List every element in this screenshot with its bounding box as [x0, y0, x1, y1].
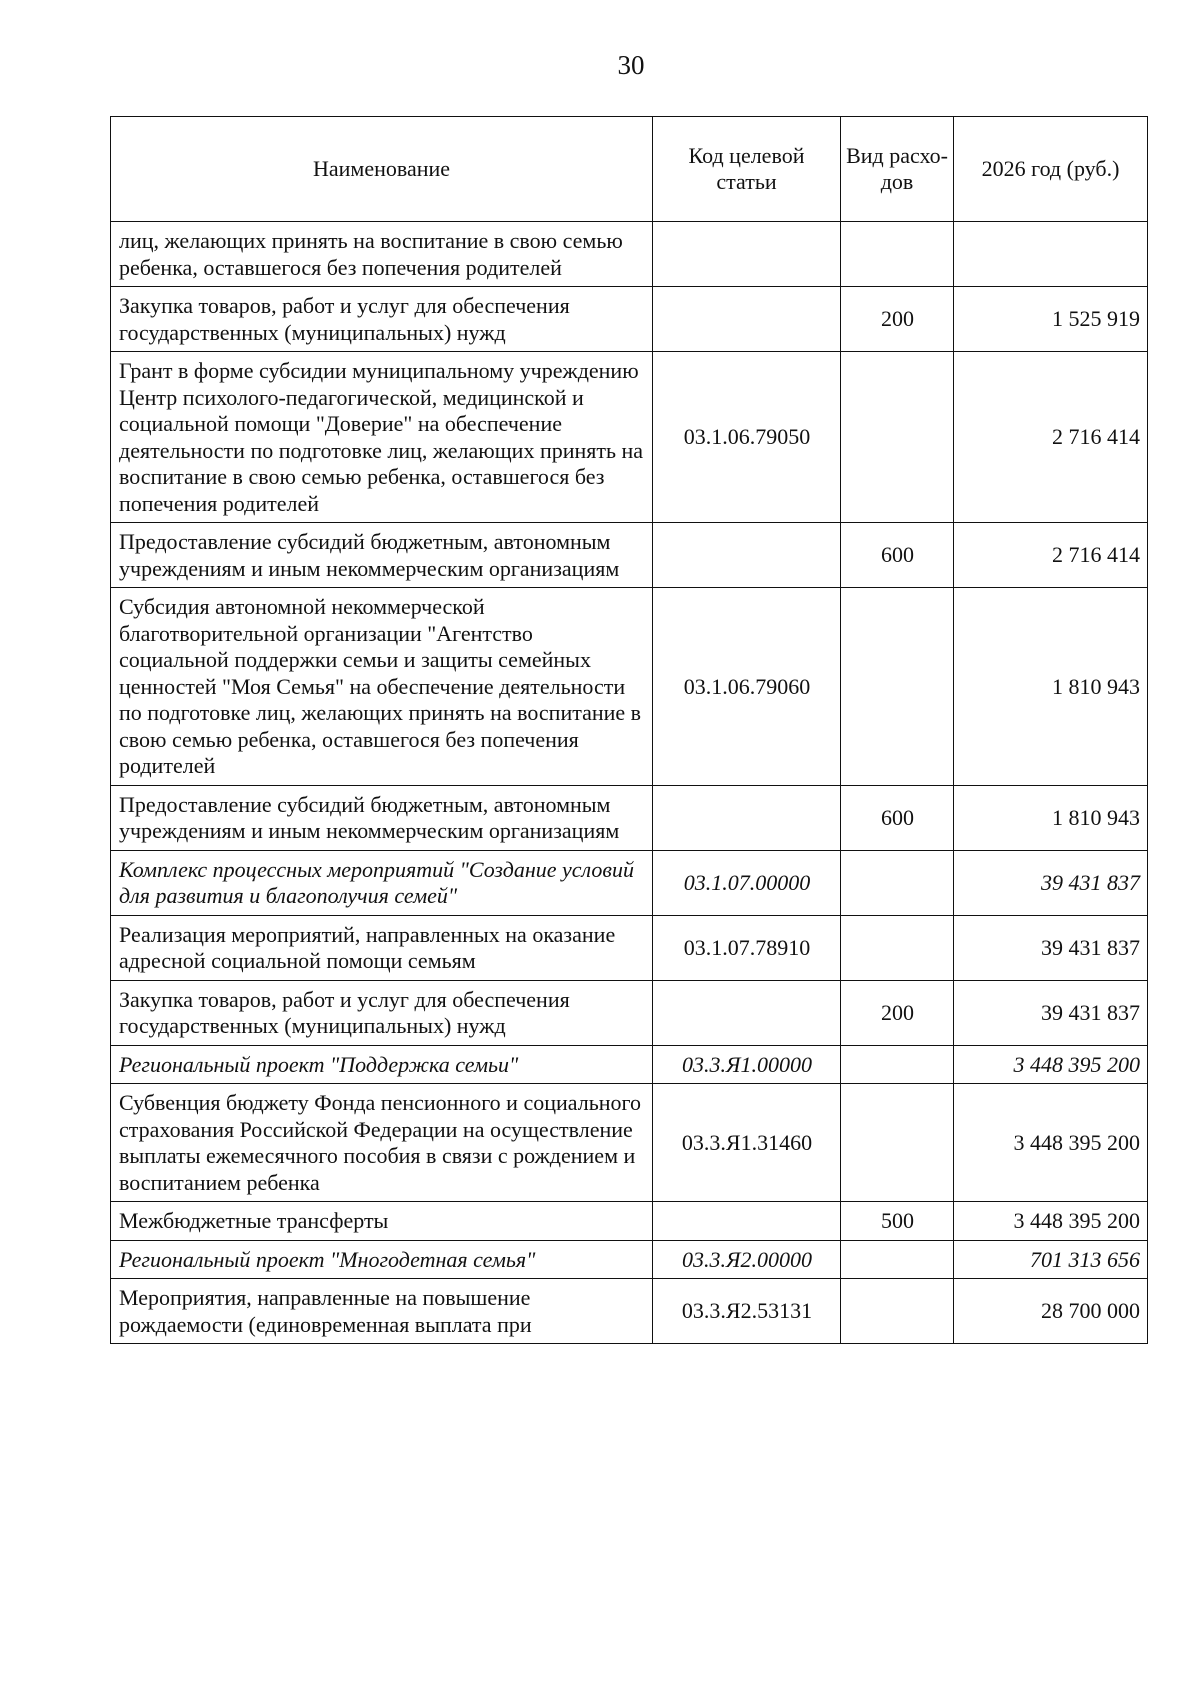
cell-kind	[841, 915, 954, 980]
cell-code	[653, 523, 841, 588]
cell-code: 03.1.06.79060	[653, 588, 841, 786]
cell-name: Предоставление субсидий бюджетным, автономным учреждениям и иным некоммерческим организациям	[111, 785, 653, 850]
table-body	[111, 222, 1148, 1344]
cell-code: 03.3.Я1.00000	[653, 1045, 841, 1084]
table-row	[111, 785, 1148, 850]
cell-code: 03.3.Я2.00000	[653, 1240, 841, 1279]
budget-table	[110, 116, 1148, 1344]
cell-name: Закупка товаров, работ и услуг для обеспечения государственных (муниципальных) нужд	[111, 287, 653, 352]
cell-name: Региональный проект "Поддержка семьи"	[111, 1045, 653, 1084]
table-row	[111, 1084, 1148, 1202]
cell-code: 03.1.06.79050	[653, 352, 841, 523]
cell-name: Реализация мероприятий, направленных на оказание адресной социальной помощи семьям	[111, 915, 653, 980]
table-row	[111, 588, 1148, 786]
header-code: Код целевой статьи	[653, 117, 841, 222]
cell-sum: 39 431 837	[954, 915, 1148, 980]
cell-sum	[954, 222, 1148, 287]
cell-sum: 3 448 395 200	[954, 1045, 1148, 1084]
cell-sum: 1 810 943	[954, 785, 1148, 850]
cell-kind: 600	[841, 523, 954, 588]
table-row	[111, 980, 1148, 1045]
table-row	[111, 523, 1148, 588]
cell-kind: 200	[841, 287, 954, 352]
cell-code	[653, 222, 841, 287]
cell-kind	[841, 1279, 954, 1344]
table-row	[111, 1240, 1148, 1279]
cell-sum: 3 448 395 200	[954, 1084, 1148, 1202]
cell-code	[653, 980, 841, 1045]
cell-kind	[841, 1084, 954, 1202]
cell-name: Межбюджетные трансферты	[111, 1202, 653, 1241]
cell-name: Грант в форме субсидии муниципальному учреждению Центр психолого-педагогической, медицинской и социальной помощи "Доверие" на обеспечение деятельности по подготовке лиц, желающих принять на воспитание в свою семью ребенка, оставшегося без попечения родителей	[111, 352, 653, 523]
cell-code	[653, 287, 841, 352]
cell-sum: 2 716 414	[954, 523, 1148, 588]
cell-code: 03.3.Я2.53131	[653, 1279, 841, 1344]
cell-name: Субсидия автономной некоммерческой благотворительной организации "Агентство социальной поддержки семьи и защиты семейных ценностей "Моя Семья" на обеспечение деятельности по подготовке лиц, желающих принять на воспитание в свою семью ребенка, оставшегося без попечения родителей	[111, 588, 653, 786]
header-name: Наименование	[111, 117, 653, 222]
table-row	[111, 222, 1148, 287]
table-row	[111, 1279, 1148, 1344]
page-number: 30	[617, 50, 645, 80]
cell-kind	[841, 352, 954, 523]
cell-name: лиц, желающих принять на воспитание в свою семью ребенка, оставшегося без попечения родителей	[111, 222, 653, 287]
cell-code	[653, 785, 841, 850]
cell-sum: 39 431 837	[954, 850, 1148, 915]
cell-sum: 1 810 943	[954, 588, 1148, 786]
cell-code: 03.1.07.78910	[653, 915, 841, 980]
cell-sum: 1 525 919	[954, 287, 1148, 352]
cell-name: Мероприятия, направленные на повышение рождаемости (единовременная выплата при	[111, 1279, 653, 1344]
cell-kind	[841, 1240, 954, 1279]
table-row	[111, 1202, 1148, 1241]
cell-code: 03.1.07.00000	[653, 850, 841, 915]
table-row	[111, 850, 1148, 915]
header-sum: 2026 год (руб.)	[954, 117, 1148, 222]
cell-kind	[841, 1045, 954, 1084]
cell-sum: 39 431 837	[954, 980, 1148, 1045]
table-header-row	[111, 117, 1148, 222]
cell-kind: 600	[841, 785, 954, 850]
cell-kind: 200	[841, 980, 954, 1045]
cell-sum: 28 700 000	[954, 1279, 1148, 1344]
cell-kind	[841, 588, 954, 786]
cell-name: Региональный проект "Многодетная семья"	[111, 1240, 653, 1279]
cell-sum: 3 448 395 200	[954, 1202, 1148, 1241]
cell-kind	[841, 850, 954, 915]
table-row	[111, 1045, 1148, 1084]
table-row	[111, 287, 1148, 352]
header-kind: Вид расхо-дов	[841, 117, 954, 222]
table-row	[111, 915, 1148, 980]
cell-kind	[841, 222, 954, 287]
cell-code	[653, 1202, 841, 1241]
cell-kind: 500	[841, 1202, 954, 1241]
cell-code: 03.3.Я1.31460	[653, 1084, 841, 1202]
cell-sum: 2 716 414	[954, 352, 1148, 523]
cell-name: Комплекс процессных мероприятий "Создание условий для развития и благополучия семей"	[111, 850, 653, 915]
cell-name: Закупка товаров, работ и услуг для обеспечения государственных (муниципальных) нужд	[111, 980, 653, 1045]
cell-name: Предоставление субсидий бюджетным, автономным учреждениям и иным некоммерческим организациям	[111, 523, 653, 588]
table-row	[111, 352, 1148, 523]
cell-name: Субвенция бюджету Фонда пенсионного и социального страхования Российской Федерации на осуществление выплаты ежемесячного пособия в связи с рождением и воспитанием ребенка	[111, 1084, 653, 1202]
cell-sum: 701 313 656	[954, 1240, 1148, 1279]
